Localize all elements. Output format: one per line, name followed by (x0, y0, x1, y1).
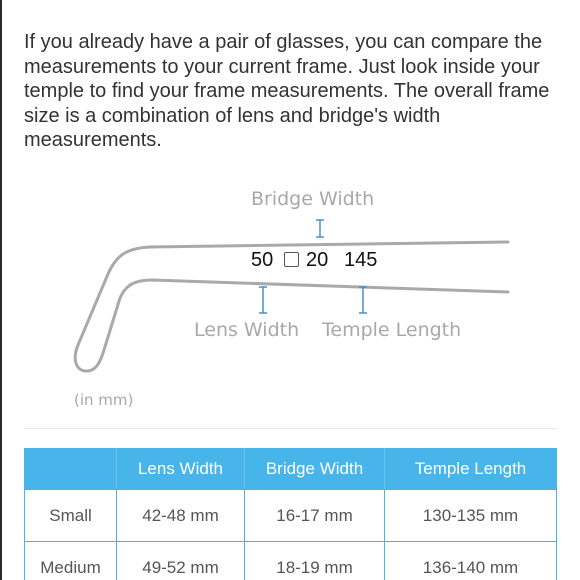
temple-length-cell: 130-135 mm (385, 490, 557, 542)
bridge-width-label: Bridge Width (251, 188, 375, 210)
frame-diagram (0, 170, 580, 420)
section-divider (24, 428, 556, 429)
intro-paragraph: If you already have a pair of glasses, you can compare the measurements to your current frame. Just look inside your temple to find your frame measurements. The overall frame size is a combination of lens and bridge's width measurements. (24, 31, 550, 151)
size-name: Small (25, 490, 117, 542)
frame-size-table (24, 448, 557, 580)
header-bridge-width: Bridge Width (245, 449, 385, 490)
header-lens-width: Lens Width (117, 449, 245, 490)
temple-value: 145 (344, 249, 378, 271)
header-temple-length: Temple Length (385, 449, 557, 490)
temple-length-label: Temple Length (322, 319, 462, 341)
header-blank (25, 449, 117, 490)
lens-width-cell: 49-52 mm (117, 542, 245, 580)
lens-value: 50 (251, 249, 274, 271)
lens-width-label: Lens Width (194, 319, 300, 341)
lens-width-cell: 42-48 mm (117, 490, 245, 542)
bridge-width-cell: 16-17 mm (245, 490, 385, 542)
temple-length-cell: 136-140 mm (385, 542, 557, 580)
square-icon (284, 252, 299, 267)
table-row (25, 542, 557, 580)
table-header-row (25, 449, 557, 490)
unit-note: (in mm) (74, 391, 134, 409)
bridge-value: 20 (306, 249, 329, 271)
table-row (25, 490, 557, 542)
size-name: Medium (25, 542, 117, 580)
bridge-width-cell: 18-19 mm (245, 542, 385, 580)
